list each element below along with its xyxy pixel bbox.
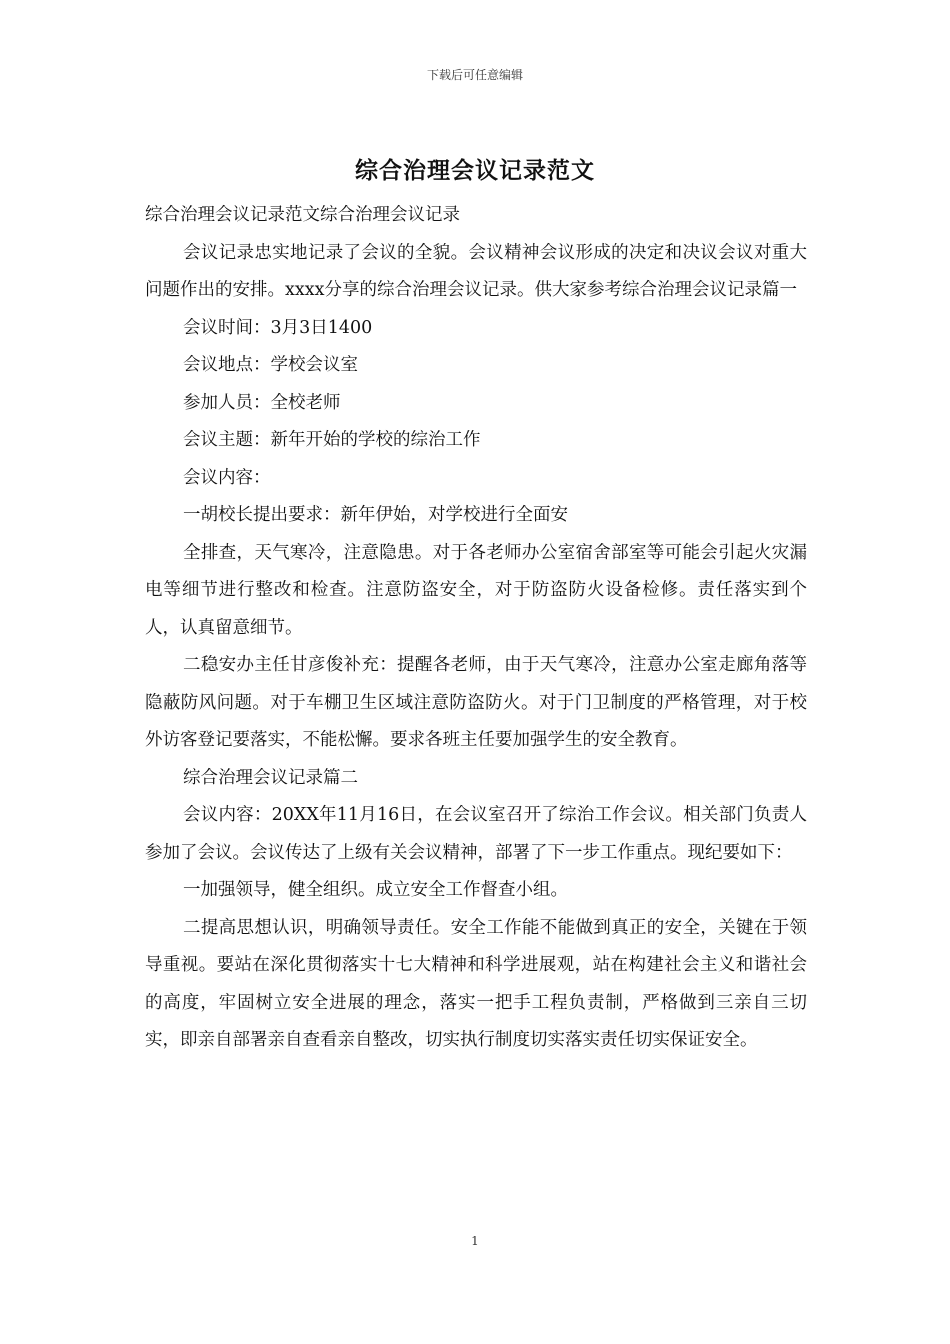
meeting-topic: 会议主题：新年开始的学校的综治工作	[183, 430, 481, 450]
meeting-time: 会议时间：3月3日1400	[183, 317, 373, 338]
paragraph: 一胡校长提出要求：新年伊始，对学校进行全面安	[183, 505, 568, 525]
meeting-location: 会议地点：学校会议室	[183, 355, 358, 375]
meeting-attendees: 参加人员：全校老师	[183, 392, 341, 413]
paragraph: 一加强领导，健全组织。成立安全工作督查小组。	[183, 880, 568, 900]
page-number: 1	[471, 1234, 479, 1248]
paragraph: 会议记录忠实地记录了会议的全貌。会议精神会议形成的决定和决议会议对重大问题作出的安排。xxxx分享的综合治理会议记录。供大家参考综合治理会议记录篇一	[145, 242, 807, 300]
document-body	[145, 197, 807, 1060]
paragraph: 二提高思想认识，明确领导责任。安全工作能不能做到真正的安全，关键在于领导重视。要站在深化贯彻落实十七大精神和科学进展观，站在构建社会主义和谐社会的高度，牢固树立安全进展的理念，落实一把手工程负责制，严格做到三亲自三切实，即亲自部署亲自查看亲自整改，切实执行制度切实落实责任切实保证安全。	[145, 917, 807, 1050]
paragraph: 会议内容：20XX年11月16日，在会议室召开了综治工作会议。相关部门负责人参加了会议。会议传达了上级有关会议精神，部署了下一步工作重点。现纪要如下：	[145, 805, 807, 863]
subtitle-line: 综合治理会议记录范文综合治理会议记录	[145, 205, 460, 225]
paragraph: 全排查，天气寒冷，注意隐患。对于各老师办公室宿舍部室等可能会引起火灾漏电等细节进行整改和检查。注意防盗安全，对于防盗防火设备检修。责任落实到个人，认真留意细节。	[145, 542, 807, 638]
document-title: 综合治理会议记录范文	[355, 157, 595, 184]
section-heading: 综合治理会议记录篇二	[183, 767, 358, 788]
meeting-content-label: 会议内容：	[183, 467, 271, 488]
page-header: 下载后可任意编辑	[426, 68, 523, 82]
paragraph: 二稳安办主任甘彦俊补充：提醒各老师，由于天气寒冷，注意办公室走廊角落等隐蔽防风问题。对于车棚卫生区域注意防盗防火。对于门卫制度的严格管理，对于校外访客登记要落实，不能松懈。要求各班主任要加强学生的安全教育。	[145, 655, 807, 750]
